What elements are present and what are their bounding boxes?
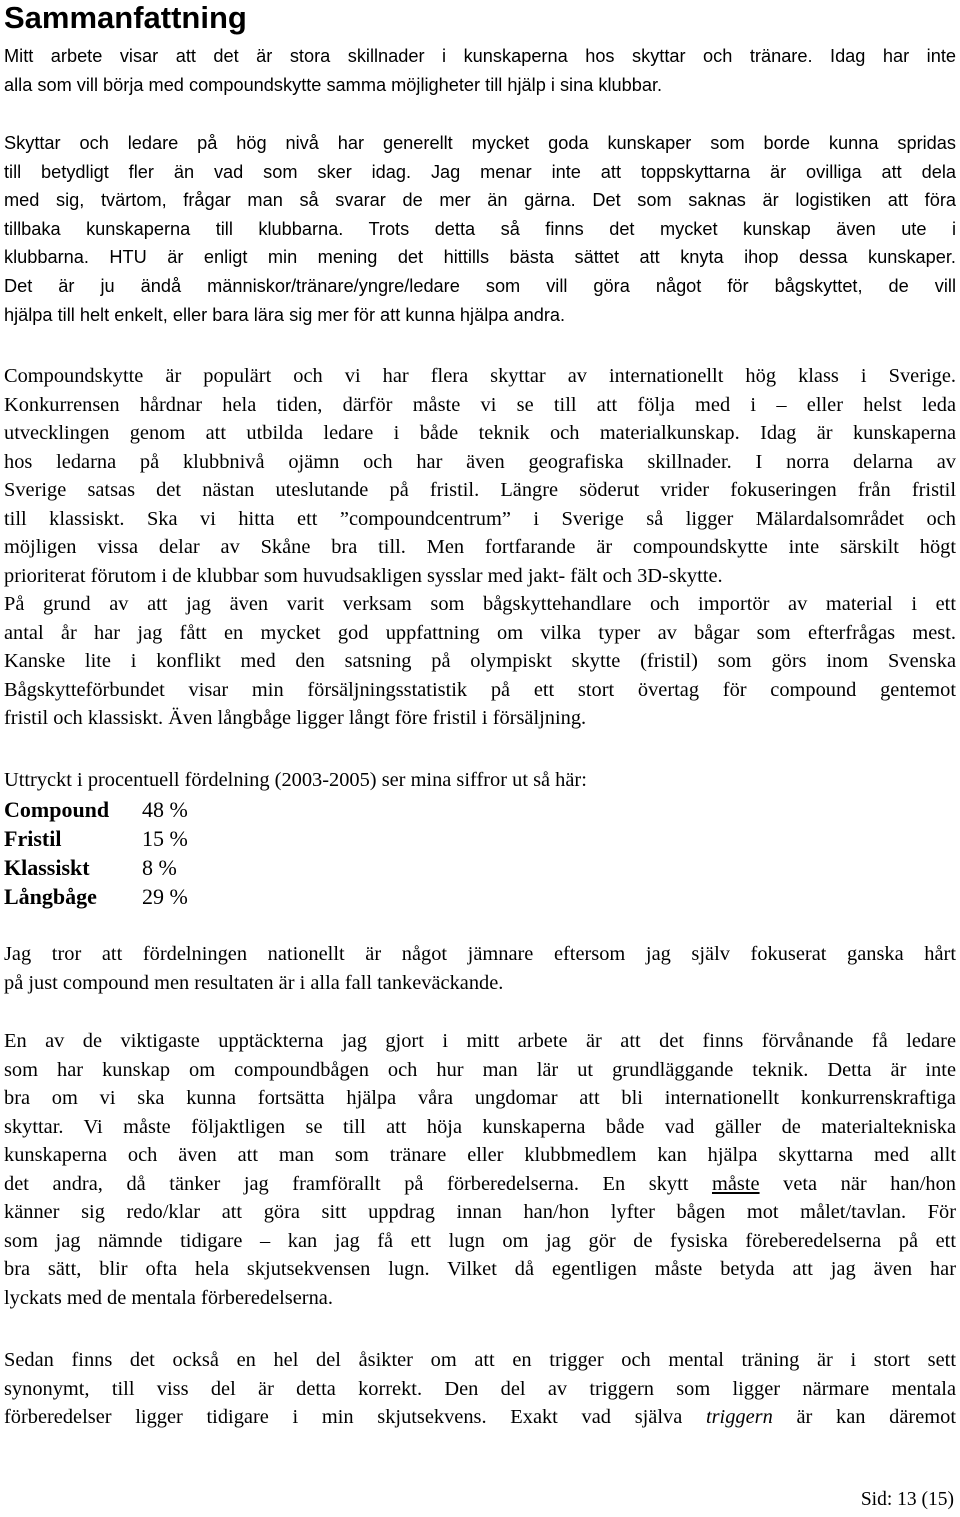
text-line: Bågskytteförbundet visar min försäljningsstatistik på ett stort övertag för compound gentemot [4, 678, 956, 701]
text-line [4, 1403, 956, 1432]
text-line: På grund av att jag även varit verksam som bågskyttehandlare och importör av material i ett [4, 593, 956, 615]
paragraph-reflection [4, 940, 956, 997]
text-line: Mitt arbete visar att det är stora skillnader i kunskaperna hos skyttar och tränare. Idag har inte [4, 46, 956, 66]
text-line: hjälpa till helt enkelt, eller bara lära sig mer för att kunna hjälpa andra. [4, 304, 566, 325]
text-line [4, 1170, 956, 1199]
text-fragment: det andra, då tänker jag framförallt på förberedelserna. En skytt [4, 1172, 712, 1195]
distribution-label: Fristil [4, 826, 62, 851]
distribution-row [4, 824, 188, 853]
text-line: Konkurrensen hårdnar hela tiden, därför måste vi se till att följa med i – eller helst leda [4, 393, 956, 416]
paragraph-intro [4, 42, 956, 99]
text-fragment: förberedelser ligger tidigare i min skjutsekvens. Exakt vad själva [4, 1406, 706, 1428]
text-line: bra sätt, blir ofta hela skjutsekvensen lugn. Vilket då egentligen måste betyda att jag även har [4, 1258, 956, 1280]
text-line: Sedan finns det också en hel del åsikter om att en trigger och mental träning är i stort sett [4, 1349, 956, 1371]
text-line: klubbarna. HTU är enligt min mening det hittills bästa sättet att knyta ihop dessa kunskaper. [4, 247, 956, 268]
distribution-value: 48 % [142, 797, 188, 822]
text-line: Det är ju ändå människor/tränare/yngre/ledare som vill göra något för bågskyttet, de vill [4, 275, 956, 296]
paragraph-distribution-intro [4, 766, 956, 795]
text-line: som jag nämnde tidigare – kan jag få ett lugn om jag gör de fysiska föreberedelserna på ett [4, 1229, 956, 1252]
text-line: Sverige satsas det nästan uteslutande på fristil. Längre söderut vrider fokuseringen från fristil [4, 479, 956, 501]
paragraph-knowledge [4, 129, 956, 329]
text-line: som har kunskap om compoundbågen och hur man lär ut grundläggande teknik. Detta är inte [4, 1058, 956, 1081]
page-number: Sid: 13 (15) [860, 1489, 954, 1510]
distribution-value: 15 % [142, 826, 188, 851]
distribution-label: Klassiskt [4, 855, 90, 880]
text-line: antal år har jag fått en mycket god uppfattning om vilka typer av bågar som efterfrågas mest. [4, 621, 956, 644]
text-line: på just compound men resultaten är i alla fall tankeväckande. [4, 971, 504, 994]
text-fragment: veta när han/hon [759, 1172, 956, 1195]
text-line: skyttar. Vi måste följaktligen se till att höja kunskaperna både vad gäller de materialtekniska [4, 1115, 956, 1138]
distribution-row [4, 882, 188, 911]
distribution-value: 29 % [142, 884, 188, 909]
distribution-list [4, 795, 188, 911]
paragraph-trigger [4, 1346, 956, 1432]
text-line: lyckats med de mentala förberedelserna. [4, 1286, 333, 1309]
underlined-word: måste [711, 1172, 760, 1195]
text-line: hos ledarna på klubbnivå ojämn och har även geografiska skillnader. I norra delarna av [4, 450, 956, 473]
text-line: Uttryckt i procentuell fördelning (2003-2005) ser mina siffror ut så här: [4, 769, 587, 791]
paragraph-compound [4, 362, 956, 733]
text-line: prioriterat förutom i de klubbar som huvudsakligen sysslar med jakt- fält och 3D-skytte. [4, 564, 723, 587]
italic-word: triggern [705, 1406, 773, 1428]
text-line: känner sig redo/klar att göra sitt uppdrag innan han/hon lyfter bågen mot målet/tavlan. För [4, 1201, 956, 1223]
text-line: En av de viktigaste upptäckterna jag gjort i mitt arbete är att det finns förvånande få ledare [4, 1030, 956, 1052]
distribution-label: Compound [4, 797, 110, 822]
text-line: bra om vi ska kunna fortsätta hjälpa våra ungdomar att bli internationellt konkurrenskraftiga [4, 1087, 956, 1109]
text-line: Kanske lite i konflikt med den satsning på olympiskt skytte (fristil) som görs inom Svenska [4, 650, 956, 672]
text-line: Skyttar och ledare på hög nivå har generellt mycket goda kunskaper som borde kunna spridas [4, 133, 956, 153]
text-line: alla som vill börja med compoundskytte samma möjligheter till hjälp i sina klubbar. [4, 74, 663, 95]
text-line: Jag tror att fördelningen nationellt är något jämnare eftersom jag själv fokuserat ganska hårt [4, 943, 956, 965]
text-fragment: är kan däremot [772, 1406, 956, 1428]
text-line: möjligen vissa delar av Skåne bra till. Men fortfarande är compoundskytte inte särskilt högt [4, 536, 956, 558]
text-line: kunskaperna och även att man som tränare eller klubbmedlem kan hjälpa skyttarna med allt [4, 1144, 956, 1166]
text-line: fristil och klassiskt. Även långbåge ligger långt före fristil i försäljning. [4, 707, 587, 729]
distribution-row [4, 795, 188, 824]
text-line: till betydligt fler än vad som sker idag. Jag menar inte att toppskyttarna är ovilliga att dela [4, 161, 956, 182]
text-line: med sig, tvärtom, frågar man så svarar de mer än gärna. Det som saknas är logistiken att föra [4, 190, 956, 211]
text-line: tillbaka kunskaperna till klubbarna. Trots detta så finns det mycket kunskap även ute i [4, 218, 956, 239]
paragraph-discoveries [4, 1027, 956, 1312]
text-line: utvecklingen genom att utbilda ledare i både teknik och materialkunskap. Idag är kunskaperna [4, 422, 956, 444]
distribution-row [4, 853, 188, 882]
text-line: synonymt, till viss del är detta korrekt. Den del av triggern som ligger närmare mentala [4, 1377, 956, 1400]
text-line: Compoundskytte är populärt och vi har flera skyttar av internationellt hög klass i Sverige. [4, 365, 956, 387]
text-line: till klassiskt. Ska vi hitta ett ”compoundcentrum” i Sverige så ligger Mälardalsområdet och [4, 507, 956, 530]
distribution-value: 8 % [142, 855, 177, 880]
section-heading: Sammanfattning [4, 0, 247, 35]
distribution-label: Långbåge [4, 884, 97, 909]
